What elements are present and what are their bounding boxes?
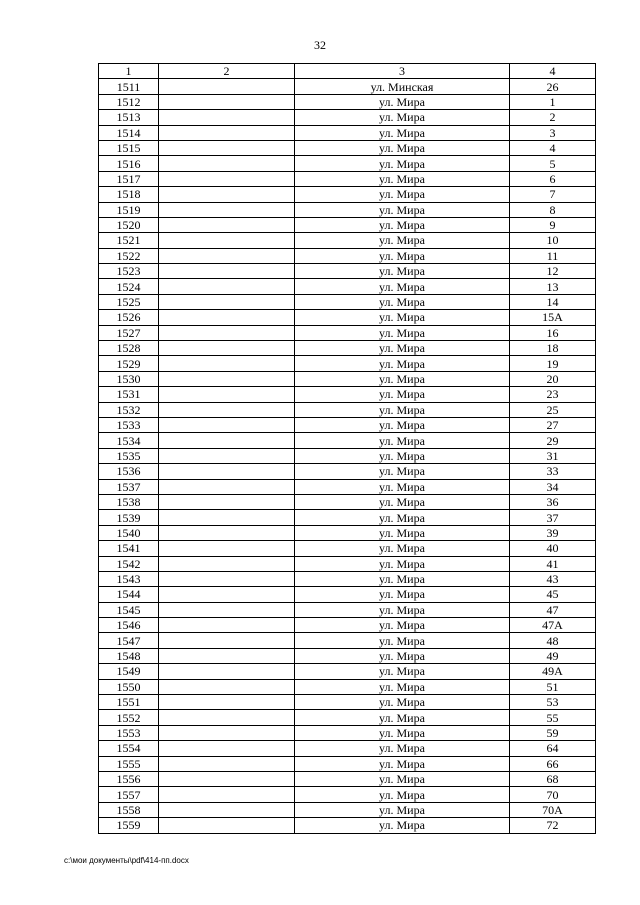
footer-file-path: c:\мои документы\pdf\414-пп.docx [64,856,189,865]
cell-number: 1518 [99,187,159,202]
cell-street: ул. Мира [295,264,510,279]
cell-street: ул. Мира [295,556,510,571]
cell-street: ул. Мира [295,279,510,294]
cell-house: 37 [510,510,596,525]
cell-number: 1522 [99,248,159,263]
cell-empty [159,494,295,509]
cell-street: ул. Мира [295,233,510,248]
cell-house: 41 [510,556,596,571]
cell-street: ул. Мира [295,525,510,540]
cell-empty [159,402,295,417]
cell-house: 3 [510,125,596,140]
cell-street: ул. Мира [295,587,510,602]
cell-street: ул. Мира [295,402,510,417]
table-row [99,171,596,186]
cell-number: 1516 [99,156,159,171]
table-row [99,233,596,248]
cell-empty [159,464,295,479]
cell-house: 27 [510,417,596,432]
cell-number: 1553 [99,725,159,740]
cell-street: ул. Мира [295,110,510,125]
cell-empty [159,756,295,771]
cell-number: 1523 [99,264,159,279]
table-row [99,818,596,833]
table-body [99,79,596,833]
cell-number: 1530 [99,371,159,386]
cell-street: ул. Мира [295,695,510,710]
cell-house: 72 [510,818,596,833]
cell-street: ул. Мира [295,494,510,509]
cell-number: 1526 [99,310,159,325]
cell-empty [159,279,295,294]
cell-street: ул. Мира [295,633,510,648]
cell-empty [159,371,295,386]
cell-empty [159,648,295,663]
table-row [99,571,596,586]
cell-house: 64 [510,741,596,756]
cell-house: 18 [510,341,596,356]
cell-empty [159,510,295,525]
cell-number: 1558 [99,802,159,817]
cell-street: ул. Мира [295,325,510,340]
cell-house: 7 [510,187,596,202]
cell-number: 1529 [99,356,159,371]
table-row [99,156,596,171]
cell-house: 39 [510,525,596,540]
cell-street: ул. Мира [295,710,510,725]
table-header-row [99,64,596,79]
cell-empty [159,387,295,402]
cell-house: 25 [510,402,596,417]
cell-empty [159,571,295,586]
table-row [99,664,596,679]
table-row [99,433,596,448]
cell-street: ул. Мира [295,248,510,263]
cell-number: 1511 [99,79,159,94]
cell-house: 49А [510,664,596,679]
table-row [99,787,596,802]
cell-house: 20 [510,371,596,386]
cell-number: 1546 [99,618,159,633]
cell-street: ул. Мира [295,771,510,786]
cell-empty [159,417,295,432]
cell-empty [159,664,295,679]
cell-street: ул. Мира [295,140,510,155]
cell-empty [159,710,295,725]
table-row [99,648,596,663]
cell-street: ул. Мира [295,187,510,202]
cell-number: 1543 [99,571,159,586]
cell-house: 15А [510,310,596,325]
cell-number: 1528 [99,341,159,356]
cell-number: 1537 [99,479,159,494]
cell-number: 1550 [99,679,159,694]
cell-house: 9 [510,217,596,232]
cell-street: ул. Мира [295,433,510,448]
cell-street: ул. Мира [295,341,510,356]
cell-number: 1525 [99,294,159,309]
cell-house: 19 [510,356,596,371]
cell-house: 59 [510,725,596,740]
table-row [99,371,596,386]
cell-house: 34 [510,479,596,494]
cell-street: ул. Мира [295,202,510,217]
cell-house: 47А [510,618,596,633]
cell-street: ул. Мира [295,294,510,309]
cell-house: 55 [510,710,596,725]
cell-empty [159,525,295,540]
cell-number: 1548 [99,648,159,663]
cell-house: 70А [510,802,596,817]
cell-street: ул. Мира [295,448,510,463]
cell-street: ул. Мира [295,156,510,171]
cell-street: ул. Мира [295,417,510,432]
table-row [99,402,596,417]
cell-street: ул. Мира [295,371,510,386]
cell-house: 31 [510,448,596,463]
table-row [99,279,596,294]
table-row [99,510,596,525]
table-row [99,741,596,756]
table-row [99,140,596,155]
cell-house: 4 [510,140,596,155]
cell-empty [159,325,295,340]
cell-empty [159,110,295,125]
cell-empty [159,171,295,186]
cell-number: 1555 [99,756,159,771]
cell-house: 51 [510,679,596,694]
cell-house: 12 [510,264,596,279]
cell-street: ул. Мира [295,602,510,617]
table-row [99,464,596,479]
cell-number: 1542 [99,556,159,571]
table-row [99,633,596,648]
table-row [99,110,596,125]
cell-street: ул. Мира [295,741,510,756]
column-header-4: 4 [510,64,596,79]
cell-empty [159,248,295,263]
cell-number: 1527 [99,325,159,340]
cell-number: 1524 [99,279,159,294]
table-row [99,79,596,94]
cell-street: ул. Мира [295,648,510,663]
cell-house: 14 [510,294,596,309]
cell-house: 47 [510,602,596,617]
cell-house: 26 [510,79,596,94]
cell-number: 1544 [99,587,159,602]
cell-empty [159,356,295,371]
cell-house: 43 [510,571,596,586]
cell-empty [159,602,295,617]
cell-house: 10 [510,233,596,248]
cell-empty [159,741,295,756]
table-row [99,94,596,109]
cell-street: ул. Мира [295,310,510,325]
cell-empty [159,294,295,309]
cell-empty [159,802,295,817]
table-row [99,187,596,202]
table-row [99,587,596,602]
cell-empty [159,448,295,463]
cell-house: 48 [510,633,596,648]
cell-house: 13 [510,279,596,294]
page-number: 32 [314,38,326,52]
cell-street: ул. Мира [295,541,510,556]
cell-empty [159,633,295,648]
cell-number: 1535 [99,448,159,463]
table-row [99,125,596,140]
cell-empty [159,695,295,710]
cell-number: 1539 [99,510,159,525]
cell-street: ул. Мира [295,387,510,402]
cell-house: 66 [510,756,596,771]
cell-empty [159,156,295,171]
cell-empty [159,433,295,448]
cell-number: 1559 [99,818,159,833]
cell-number: 1531 [99,387,159,402]
cell-empty [159,310,295,325]
cell-house: 1 [510,94,596,109]
table-row [99,310,596,325]
table-row [99,756,596,771]
table-row [99,248,596,263]
table-row [99,525,596,540]
cell-number: 1515 [99,140,159,155]
cell-street: ул. Мира [295,756,510,771]
table-row [99,695,596,710]
cell-empty [159,125,295,140]
cell-empty [159,541,295,556]
cell-street: ул. Мира [295,571,510,586]
table-row [99,541,596,556]
cell-empty [159,818,295,833]
cell-number: 1519 [99,202,159,217]
cell-street: ул. Мира [295,818,510,833]
table-row [99,771,596,786]
column-header-2: 2 [159,64,295,79]
cell-empty [159,233,295,248]
cell-empty [159,479,295,494]
table-row [99,448,596,463]
cell-street: ул. Мира [295,510,510,525]
cell-house: 11 [510,248,596,263]
table-row [99,202,596,217]
cell-empty [159,94,295,109]
cell-street: ул. Мира [295,679,510,694]
cell-empty [159,187,295,202]
table-row [99,602,596,617]
cell-number: 1552 [99,710,159,725]
cell-number: 1545 [99,602,159,617]
cell-number: 1521 [99,233,159,248]
cell-street: ул. Мира [295,479,510,494]
table-row [99,725,596,740]
cell-number: 1533 [99,417,159,432]
table-row [99,264,596,279]
cell-empty [159,217,295,232]
table-row [99,294,596,309]
cell-street: ул. Мира [295,217,510,232]
cell-number: 1512 [99,94,159,109]
cell-number: 1517 [99,171,159,186]
cell-house: 8 [510,202,596,217]
cell-number: 1536 [99,464,159,479]
cell-street: ул. Минская [295,79,510,94]
cell-empty [159,264,295,279]
cell-number: 1520 [99,217,159,232]
table-row [99,802,596,817]
cell-house: 68 [510,771,596,786]
cell-empty [159,341,295,356]
cell-number: 1538 [99,494,159,509]
cell-empty [159,725,295,740]
cell-street: ул. Мира [295,94,510,109]
cell-house: 36 [510,494,596,509]
cell-house: 70 [510,787,596,802]
table-row [99,217,596,232]
table-row [99,325,596,340]
cell-house: 40 [510,541,596,556]
cell-empty [159,587,295,602]
cell-house: 2 [510,110,596,125]
cell-number: 1541 [99,541,159,556]
cell-street: ул. Мира [295,125,510,140]
cell-street: ул. Мира [295,171,510,186]
cell-house: 49 [510,648,596,663]
cell-number: 1549 [99,664,159,679]
table-row [99,710,596,725]
cell-number: 1532 [99,402,159,417]
cell-empty [159,679,295,694]
cell-number: 1556 [99,771,159,786]
cell-street: ул. Мира [295,725,510,740]
cell-street: ул. Мира [295,356,510,371]
address-table [98,63,596,834]
cell-empty [159,79,295,94]
table-row [99,494,596,509]
cell-number: 1513 [99,110,159,125]
table-row [99,679,596,694]
cell-house: 23 [510,387,596,402]
cell-number: 1557 [99,787,159,802]
column-header-1: 1 [99,64,159,79]
cell-number: 1554 [99,741,159,756]
cell-number: 1514 [99,125,159,140]
cell-number: 1534 [99,433,159,448]
table-row [99,387,596,402]
table-row [99,341,596,356]
cell-street: ул. Мира [295,464,510,479]
table-row [99,479,596,494]
table-row [99,356,596,371]
cell-house: 6 [510,171,596,186]
cell-house: 33 [510,464,596,479]
table-row [99,556,596,571]
cell-number: 1547 [99,633,159,648]
cell-street: ул. Мира [295,802,510,817]
cell-number: 1540 [99,525,159,540]
table-row [99,417,596,432]
cell-empty [159,787,295,802]
cell-street: ул. Мира [295,618,510,633]
cell-empty [159,140,295,155]
cell-house: 5 [510,156,596,171]
cell-house: 16 [510,325,596,340]
cell-number: 1551 [99,695,159,710]
column-header-3: 3 [295,64,510,79]
cell-house: 53 [510,695,596,710]
cell-empty [159,556,295,571]
cell-empty [159,771,295,786]
cell-street: ул. Мира [295,787,510,802]
cell-house: 29 [510,433,596,448]
table-row [99,618,596,633]
cell-house: 45 [510,587,596,602]
cell-empty [159,202,295,217]
cell-street: ул. Мира [295,664,510,679]
cell-empty [159,618,295,633]
